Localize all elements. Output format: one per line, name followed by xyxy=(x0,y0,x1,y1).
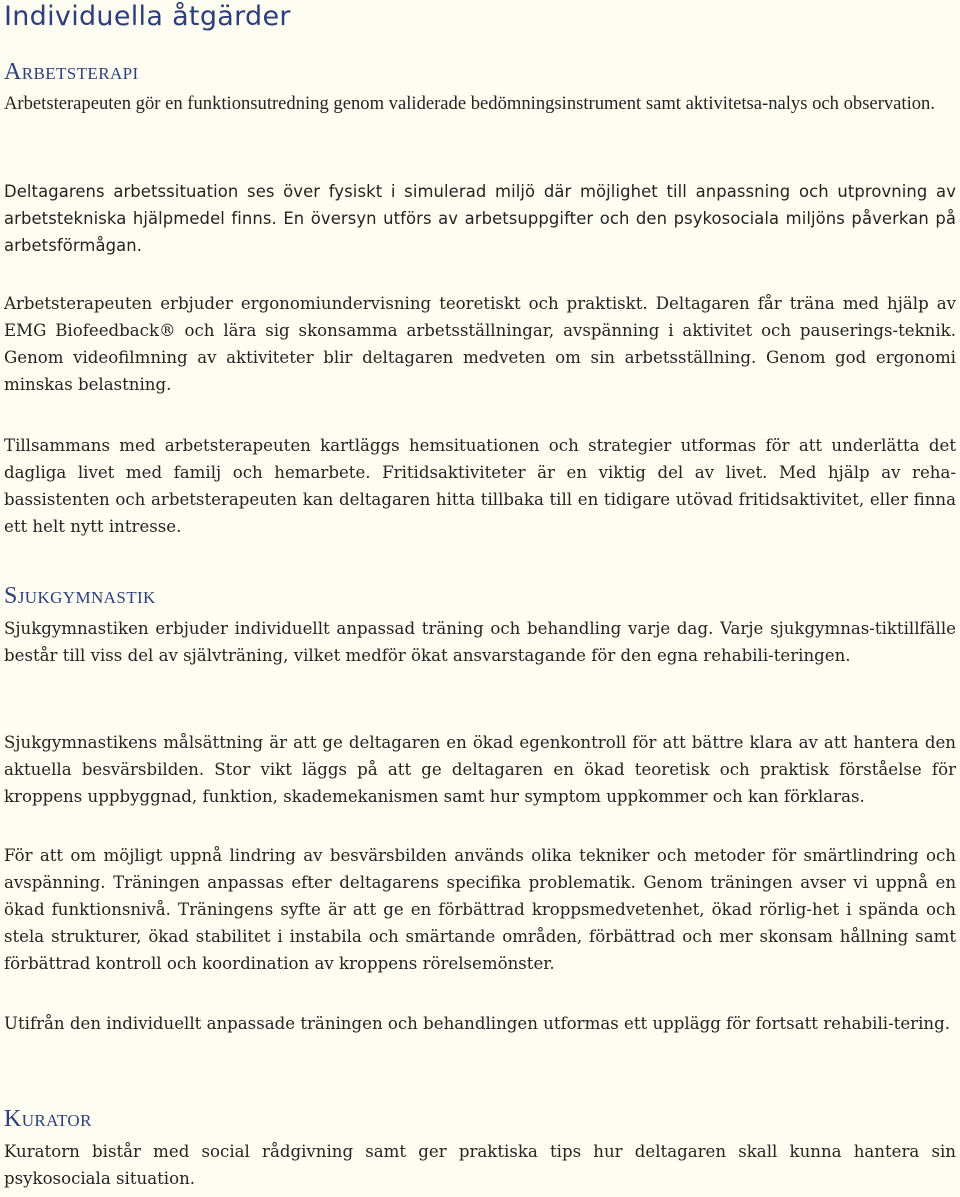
heading-arbetsterapi: Arbetsterapi xyxy=(4,59,139,85)
paragraph-arbetsterapi-4: Tillsammans med arbetsterapeuten kartläggs hemsituationen och strategier utformas för att underlätta det dagliga livet med familj och hemarbete. Fritidsaktiviteter är en viktig del av livet. Med hjälp av reha-bassistenten och arbetsterapeuten kan deltagaren hitta tillbaka till en tidigare utövad fritidsaktivitet, eller finna ett helt nytt intresse. xyxy=(4,436,956,536)
paragraph-sjukgymnastik-3: För att om möjligt uppnå lindring av besvärsbilden används olika tekniker och metoder för smärtlindring och avspänning. Träningen anpassas efter deltagarens specifika problematik. Genom träningen avser vi uppnå en ökad funktionsnivå. Träningens syfte är att ge en förbättrad kroppsmedvetenhet, ökad rörlig-het i spända och stela strukturer, ökad stabilitet i instabila och smärtande områden, förbättrad och mer skonsam hållning samt förbättrad kontroll och koordination av kroppens rörelsemönster. xyxy=(4,846,956,973)
paragraph-sjukgymnastik-4: Utifrån den individuellt anpassade träningen och behandlingen utformas ett upplägg för fortsatt rehabili-tering. xyxy=(4,1014,950,1033)
paragraph-kurator-1: Kuratorn bistår med social rådgivning samt ger praktiska tips hur deltagaren skall kunna hantera sin psykosociala situation. xyxy=(4,1142,956,1188)
paragraph-arbetsterapi-3: Arbetsterapeuten erbjuder ergonomiundervisning teoretiskt och praktiskt. Deltagaren får träna med hjälp av EMG Biofeedback® och lära sig skonsamma arbetsställningar, avspänning i aktivitet och pauserings-teknik. Genom videofilmning av aktiviteter blir deltagaren medveten om sin arbetsställning. Genom god ergonomi minskas belastning. xyxy=(4,294,956,394)
heading-kurator: Kurator xyxy=(4,1106,92,1132)
paragraph-sjukgymnastik-2: Sjukgymnastikens målsättning är att ge deltagaren en ökad egenkontroll för att bättre klara av att hantera den aktuella besvärsbilden. Stor vikt läggs på att ge deltagaren en ökad teoretisk och praktisk förståelse för kroppens uppbyggnad, funktion, skademekanismen samt hur symptom uppkommer och kan förklaras. xyxy=(4,733,956,806)
paragraph-arbetsterapi-1: Arbetsterapeuten gör en funktionsutredning genom validerade bedömningsinstrument samt aktivitetsa-nalys och observation. xyxy=(4,93,936,114)
heading-sjukgymnastik: Sjukgymnastik xyxy=(4,583,156,609)
page-title: Individuella åtgärder xyxy=(4,1,291,32)
paragraph-sjukgymnastik-1: Sjukgymnastiken erbjuder individuellt anpassad träning och behandling varje dag. Varje sjukgymnas-tiktillfälle består till viss del av självträning, vilket medför ökat ansvarstagande för den egna rehabili-teringen. xyxy=(4,619,956,665)
paragraph-arbetsterapi-2: Deltagarens arbetssituation ses över fysiskt i simulerad miljö där möjlighet till anpassning och utprovning av arbetstekniska hjälpmedel finns. En översyn utförs av arbetsuppgifter och den psykosociala miljöns påverkan på arbetsförmågan. xyxy=(4,182,956,255)
